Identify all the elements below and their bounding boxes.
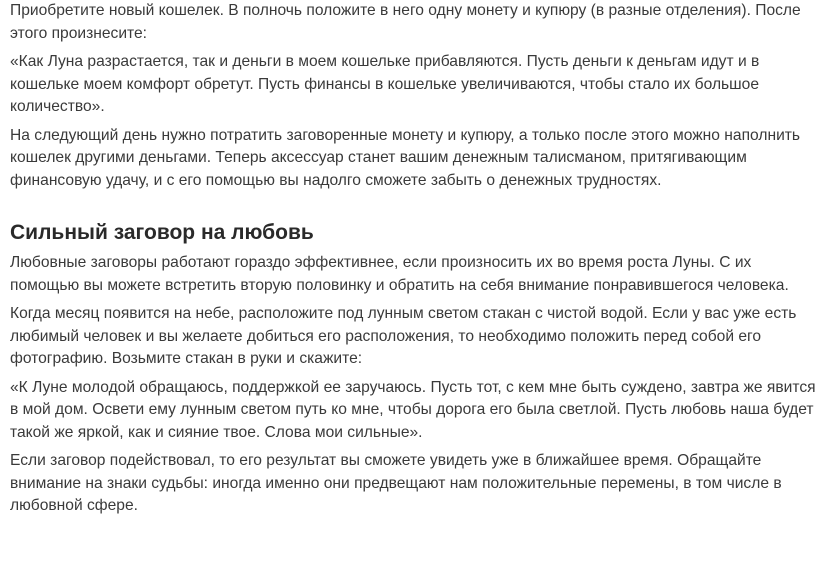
paragraph-love-ritual: Когда месяц появится на небе, расположите под лунным светом стакан с чистой водой. Если у вас уже есть любимый человек и вы желаете добиться его расположения, то необходимо положить перед собой его фотографию. Возьмите стакан в руки и скажите:	[10, 305, 797, 367]
paragraph-instruction: Приобретите новый кошелек. В полночь положите в него одну монету и купюру (в разные отделения). После этого произнесите:	[10, 2, 801, 42]
section-heading-love: Сильный заговор на любовь	[10, 221, 314, 244]
paragraph-love-intro: Любовные заговоры работают гораздо эффективнее, если произносить их во время роста Луны. С их помощью вы можете встретить вторую половинку и обратить на себя внимание понравившегося человека.	[10, 254, 789, 294]
paragraph-spell-money: «Как Луна разрастается, так и деньги в моем кошельке прибавляются. Пусть деньги к деньгам идут и в кошельке моем комфорт обретут. Пусть финансы в кошельке увеличиваются, чтобы стало их большое количество».	[10, 53, 760, 115]
article-body	[10, 0, 818, 518]
paragraph-spell-love: «К Луне молодой обращаюсь, поддержкой ее заручаюсь. Пусть тот, с кем мне быть суждено, завтра же явится в мой дом. Освети ему лунным светом путь ко мне, чтобы дорога его была светлой. Пусть любовь наша будет такой же яркой, как и сияние твое. Слова мои сильные».	[10, 378, 816, 441]
paragraph-next-day: На следующий день нужно потратить заговоренные монету и купюру, а только после этого можно наполнить кошелек другими деньгами. Теперь аксессуар станет вашим денежным талисманом, притягивающим финансовую удачу, и с его помощью вы надолго сможете забыть о денежных трудностях.	[10, 126, 801, 189]
paragraph-result: Если заговор подействовал, то его результат вы сможете увидеть уже в ближайшее время. Обращайте внимание на знаки судьбы: иногда именно они предвещают нам положительные перемены, в том числе в любовной сфере.	[10, 452, 782, 514]
